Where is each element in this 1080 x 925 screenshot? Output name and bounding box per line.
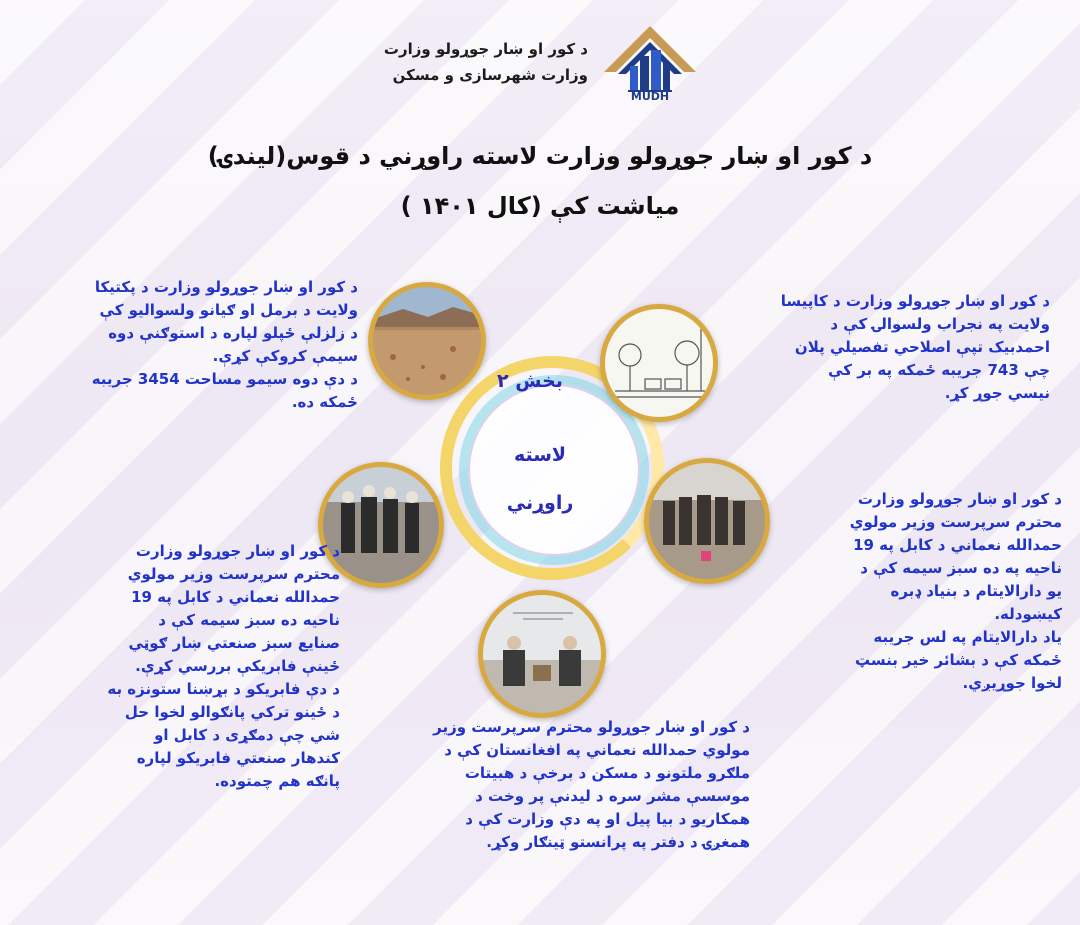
text-line: د دې فابریکو د بړښنا ستونزه به — [107, 680, 340, 698]
logo-text: MUDH — [630, 90, 670, 103]
text-line: ناحیه ده سبز سیمه کې د — [158, 611, 340, 629]
text-block-top-left — [28, 276, 358, 414]
photo-orphanage-foundation — [644, 458, 770, 584]
text-line: لخوا جوړیږي. — [962, 674, 1062, 692]
text-line: ولایت د برمل او ګیانو ولسوالیو کې — [99, 301, 358, 319]
text-block-top-right — [740, 290, 1050, 405]
text-line: صنایع سبز صنعتي ښار ګوټي — [128, 634, 340, 652]
text-line: ولایت په نجراب ولسوالۍ کې د — [830, 315, 1050, 333]
text-line: د کور او ښار جوړولو وزارت — [857, 490, 1062, 508]
text-line: د کور او ښار جوړولو وزارت — [135, 542, 340, 560]
text-line: د زلزلې ځپلو لپاره د استوګنې دوه — [108, 324, 358, 342]
text-line: د کور او ښار جوړولو وزارت د پکتیکا — [94, 278, 358, 296]
text-line: د ځینو ترکي پانګوالو لخوا حل — [124, 703, 340, 721]
inner-ring — [468, 384, 640, 556]
text-line: یاد دارالایتام په لس جریبه — [873, 628, 1062, 646]
text-line: محترم سرپرست وزیر مولوي — [127, 565, 340, 583]
text-line: د دې دوه سیمو مساحت 3454 جریبه — [91, 370, 358, 388]
text-line: حمدالله نعماني د کابل په 19 — [131, 588, 340, 606]
text-line: همکاریو د بیا پیل او په دې وزارت کې د — [465, 810, 750, 828]
section-label: بخش ۲ — [497, 370, 563, 392]
text-line: موسسې مشر سره د لیدنې پر وخت د — [475, 787, 750, 805]
ministry-name-dari: وزارت شهرسازی و مسکن — [392, 66, 588, 84]
text-line: مولوي حمدالله نعماني په افغانستان کې د — [444, 741, 750, 759]
page-title-line2: میاشت کې (کال ۱۴۰۱ ) — [400, 192, 680, 220]
text-line: شي چې دمګړی د کابل او — [154, 726, 340, 744]
text-line: ملګرو ملتونو د مسکن د برخې د هبیتات — [464, 764, 750, 782]
text-line: نیسي جوړ کړ. — [944, 384, 1050, 402]
text-block-middle-left — [40, 540, 340, 793]
photo-plan-drawing — [600, 304, 718, 422]
text-line: احمدبیک تپې اصلاحي تفصیلي پلان — [794, 338, 1050, 356]
ministry-logo-icon — [600, 22, 700, 122]
text-line: چې 743 جریبه ځمکه په بر کې — [828, 361, 1050, 379]
text-line: کندهار صنعتي فابریکو لپاره — [136, 749, 340, 767]
text-block-middle-right — [772, 488, 1062, 695]
text-line: یو دارالایتام د بنیاد ډبره — [890, 582, 1062, 600]
text-line: د کور او ښار جوړولو وزارت د کاپیسا — [780, 292, 1050, 310]
text-line: پانګه هم چمتوده. — [214, 772, 340, 790]
text-line: محترم سرپرست وزیر مولوي — [849, 513, 1062, 531]
text-line: سیمې کروکې کړې. — [212, 347, 358, 365]
center-label-line2: راوړني — [506, 492, 574, 514]
text-line: ناحیه په ده سبز سیمه کې د — [860, 559, 1062, 577]
text-line: ځینې فابریکې بررسي کړې. — [135, 657, 340, 675]
text-line: د کور او ښار جوړولو محترم سرپرست وزیر — [433, 718, 750, 736]
photo-meeting — [478, 590, 606, 718]
text-line: حمدالله نعماني د کابل په 19 — [853, 536, 1062, 554]
text-line: کیښودله. — [994, 605, 1062, 623]
page-title-line1: د کور او ښار جوړولو وزارت لاسته راوړني د قوس(لیندۍ) — [207, 142, 873, 170]
text-line: ځمکه ده. — [291, 393, 358, 411]
text-block-bottom-center — [350, 716, 750, 854]
text-line: همغږۍ د دفتر په پرانستو ټینګار وکړ. — [486, 833, 750, 851]
text-line: ځمکه کې د بشائر خیر بنسټ — [854, 651, 1062, 669]
photo-land-field — [368, 282, 486, 400]
center-label-line1: لاسته — [513, 444, 567, 466]
ministry-name-pashto: د کور او ښار جوړولو وزارت — [383, 40, 588, 58]
